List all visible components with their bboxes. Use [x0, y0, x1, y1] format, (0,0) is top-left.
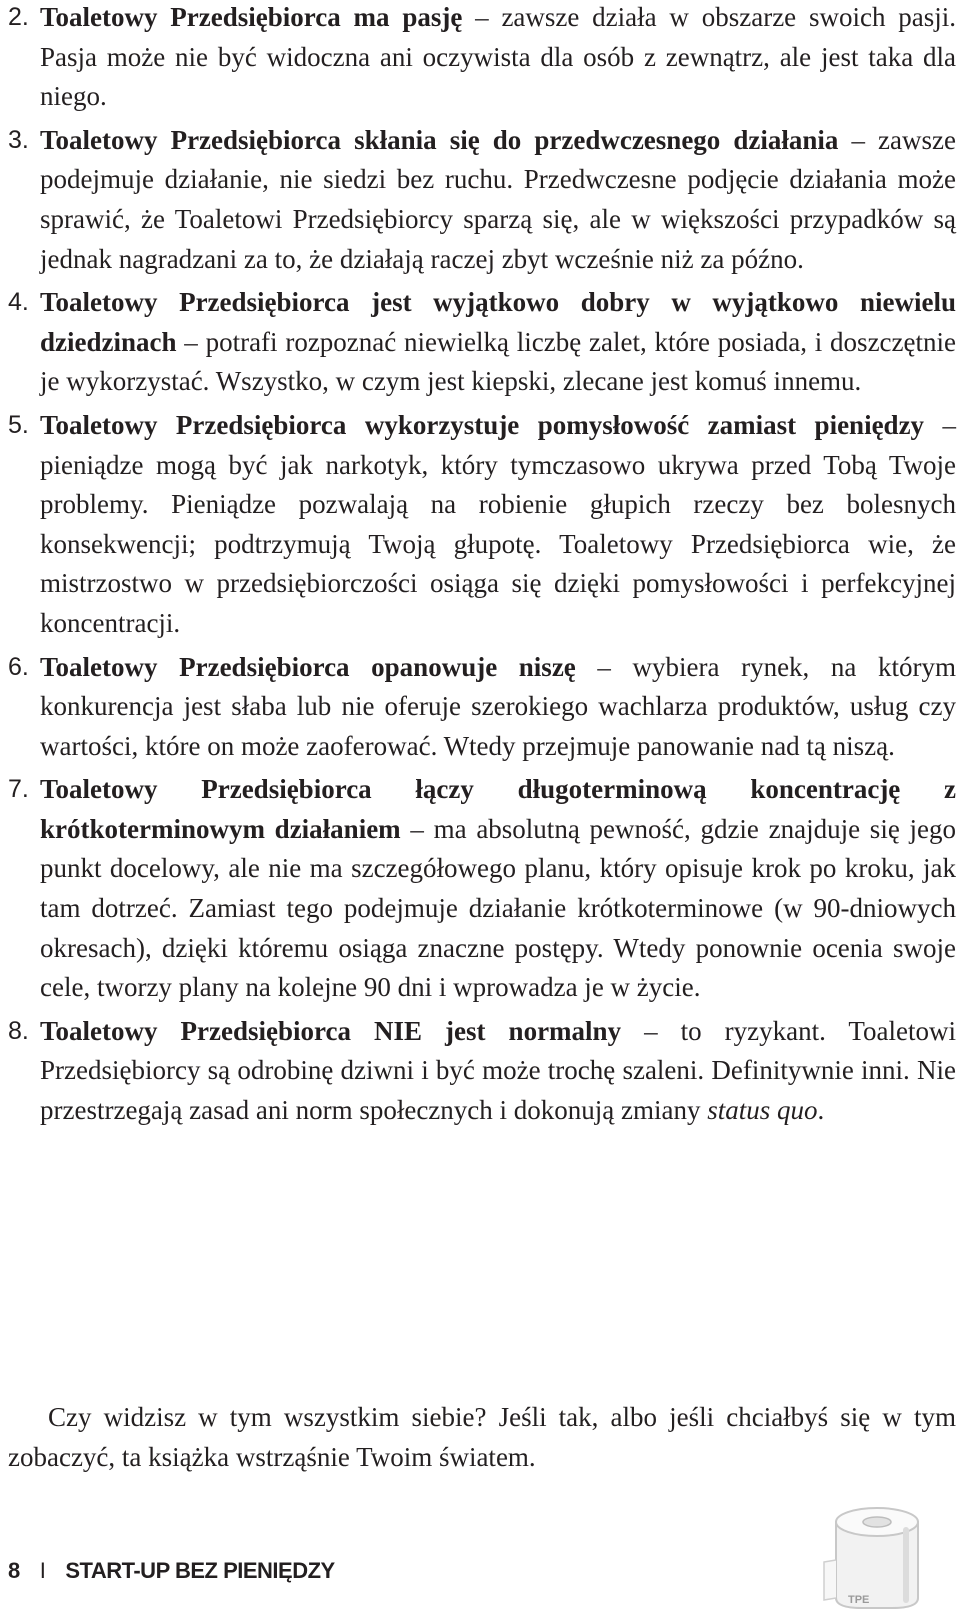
item-lead: Toaletowy Przedsiębiorca łączy długoterminową koncentrację z krótkoterminowym działaniem: [40, 774, 956, 844]
book-title: START-UP BEZ PIENIĘDZY: [65, 1558, 335, 1583]
item-lead: Toaletowy Przedsiębiorca opanowuje niszę: [40, 651, 576, 682]
page-number: 8: [8, 1558, 20, 1583]
logo-text: TPE: [848, 1594, 870, 1606]
item-number: 7.: [8, 775, 29, 804]
page-footer: [8, 1558, 335, 1584]
item-lead: Toaletowy Przedsiębiorca NIE jest normalny: [40, 1015, 622, 1046]
toilet-paper-roll-icon: [814, 1500, 934, 1612]
list-item: [8, 283, 956, 402]
item-lead: Toaletowy Przedsiębiorca jest wyjątkowo dobry w wyjątkowo niewielu dziedzinach: [40, 287, 956, 357]
closing-paragraph: Czy widzisz w tym wszystkim siebie? Jeśli tak, albo jeśli chciałbyś się w tym zobaczyć, ta książka wstrząśnie Twoim światem.: [8, 1402, 956, 1472]
item-number: 8.: [8, 1016, 29, 1045]
item-text-end: .: [817, 1095, 825, 1126]
trait-list: [8, 0, 956, 1135]
list-item: [8, 121, 956, 279]
footer-separator: I: [39, 1558, 46, 1583]
item-number: 5.: [8, 410, 29, 439]
item-number: 2.: [8, 3, 29, 31]
list-item: [8, 648, 956, 767]
item-text: – ma absolutną pewność, gdzie znajduje się jego punkt docelowy, ale nie ma szczegółowego planu, który opisuje krok po kroku, jak tam dotrzeć. Zamiast tego podejmuje działanie krótkoterminowe (w 90-dniowych okresach), dzięki któremu osiąga znaczne postępy. Wtedy ponownie ocenia swoje cele, tworzy plany na kolejne 90 dni i wprowadza je w życie.: [40, 813, 956, 1003]
item-text: – wybiera rynek, na którym konkurencja jest słaba lub nie oferuje szerokiego wachlarza produktów, usług czy wartości, które on może zaoferować. Wtedy przejmuje panowanie nad tą niszą.: [40, 651, 956, 761]
item-text: – potrafi rozpoznać niewielką liczbę zalet, które posiada, i doszczętnie je wykorzystać. Wszystko, w czym jest kiepski, zlecane jest komuś innemu.: [40, 326, 956, 397]
item-number: 6.: [8, 652, 29, 681]
list-item: [8, 406, 956, 644]
item-lead: Toaletowy Przedsiębiorca skłania się do przedwczesnego działania: [40, 124, 839, 155]
item-lead: Toaletowy Przedsiębiorca wykorzystuje pomysłowość zamiast pieniędzy: [40, 409, 925, 440]
list-item: [8, 0, 956, 117]
item-text: – zawsze podejmuje działanie, nie siedzi bez ruchu. Przedwczesne podjęcie działania może sprawić, że Toaletowi Przedsiębiorcy sparzą się, ale w większości przypadków są jednak nagradzani za to, że działają raczej zbyt wcześnie niż za późno.: [40, 124, 956, 274]
item-number: 3.: [8, 125, 29, 154]
item-lead: Toaletowy Przedsiębiorca ma pasję: [40, 2, 463, 32]
item-number: 4.: [8, 288, 29, 317]
list-item: [8, 770, 956, 1008]
list-item: [8, 1012, 956, 1131]
item-italic: status quo: [707, 1095, 818, 1126]
item-text: – to ryzykant. Toaletowi Przedsiębiorcy są odrobinę dziwni i być może trochę szaleni. Definitywnie inni. Nie przestrzegają zasad ani norm społecznych i dokonują zmiany: [40, 1015, 956, 1126]
item-text: – pieniądze mogą być jak narkotyk, który tymczasowo ukrywa przed Tobą Twoje problemy. Pieniądze pozwalają na robienie głupich rzeczy bez bolesnych konsekwencji; podtrzymują Twoją głupotę. Toaletowy Przedsiębiorca wie, że mistrzostwo w przedsiębiorczości osiąga się dzięki pomysłowości i perfekcyjnej koncentracji.: [40, 409, 956, 638]
item-text: – zawsze działa w obszarze swoich pasji. Pasja może nie być widoczna ani oczywista dla osób z zewnątrz, ale jest taka dla niego.: [40, 2, 956, 112]
